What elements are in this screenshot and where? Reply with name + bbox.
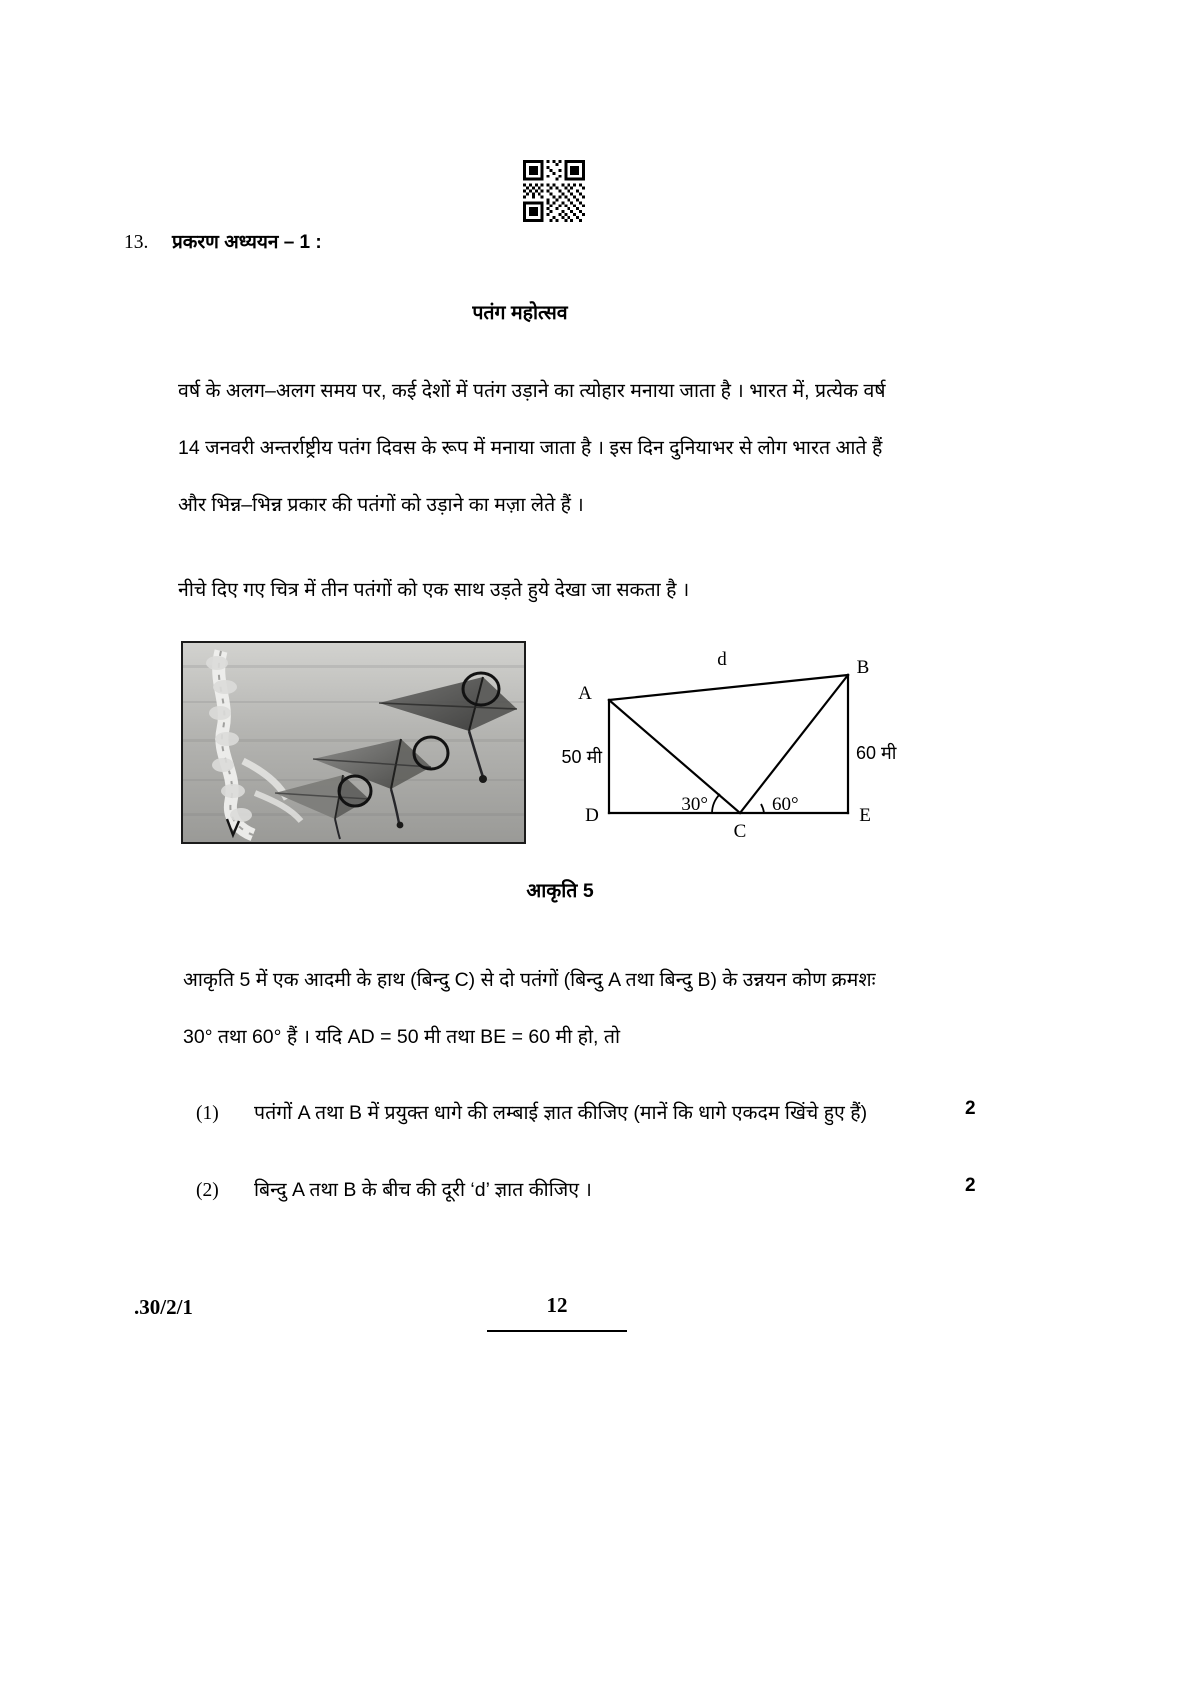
figure-lead-in-line: नीचे दिए गए चित्र में तीन पतंगों को एक साथ उड़ते हुये देखा जा सकता है । — [178, 579, 690, 601]
label-C: C — [733, 821, 747, 842]
label-E: E — [859, 805, 871, 826]
problem-line-1: आकृति 5 में एक आदमी के हाथ (बिन्दु C) से दो पतंगों (बिन्दु A तथा बिन्दु B) के उन्नयन कोण क्रमशः — [183, 969, 876, 991]
subquestion-1-text: पतंगों A तथा B में प्रयुक्त धागे की लम्बाई ज्ञात कीजिए (मानें कि धागे एकदम खिंचे हुए हैं) — [254, 1102, 868, 1124]
question-title: प्रकरण अध्ययन – 1 : — [172, 232, 322, 253]
label-left-side: 50 मी — [561, 747, 602, 767]
qr-code-icon — [523, 160, 585, 222]
figure-caption: आकृति 5 — [526, 880, 594, 902]
intro-line-3: और भिन्न–भिन्न प्रकार की पतंगों को उड़ाने का मज़ा लेते हैं । — [178, 494, 584, 516]
subquestion-2-label: (2) — [196, 1180, 219, 1201]
subquestion-2-text: बिन्दु A तथा B के बीच की दूरी ‘d’ ज्ञात कीजिए । — [254, 1179, 592, 1201]
subquestion-1 — [196, 1098, 996, 1125]
intro-paragraph — [178, 363, 968, 534]
figure-band — [0, 635, 1190, 850]
problem-line-2: 30° तथा 60° हैं । यदि AD = 50 मी तथा BE = 60 मी हो, तो — [183, 1026, 621, 1048]
question-header — [124, 228, 1024, 254]
geometry-diagram — [560, 635, 930, 850]
intro-line-2: 14 जनवरी अन्तर्राष्ट्रीय पतंग दिवस के रूप में मनाया जाता है । इस दिन दुनियाभर से लोग भारत आते हैं — [178, 437, 883, 459]
question-number: 13. — [124, 232, 149, 253]
subquestion-2-marks: 2 — [965, 1175, 976, 1196]
label-A: A — [578, 683, 592, 704]
label-d: d — [717, 649, 727, 670]
subquestion-2 — [196, 1175, 996, 1202]
intro-line-1: वर्ष के अलग–अलग समय पर, कई देशों में पतंग उड़ाने का त्योहार मनाया जाता है । भारत में, प्रत्येक वर्ष — [178, 380, 886, 402]
problem-statement — [183, 952, 1003, 1066]
kites-photograph — [181, 641, 526, 844]
label-right-side: 60 मी — [856, 743, 897, 763]
label-angle-30: 30° — [681, 794, 708, 815]
paper-code: .30/2/1 — [134, 1295, 193, 1319]
figure-lead-in-paragraph — [178, 562, 968, 619]
footer-divider — [487, 1330, 627, 1332]
label-D: D — [585, 805, 599, 826]
topic-heading: पतंग महोत्सव — [472, 302, 568, 324]
subquestion-1-marks: 2 — [965, 1098, 976, 1119]
page-number: 12 — [546, 1293, 568, 1317]
label-B: B — [856, 657, 870, 678]
subquestion-1-label: (1) — [196, 1103, 219, 1124]
label-angle-60: 60° — [772, 794, 799, 815]
